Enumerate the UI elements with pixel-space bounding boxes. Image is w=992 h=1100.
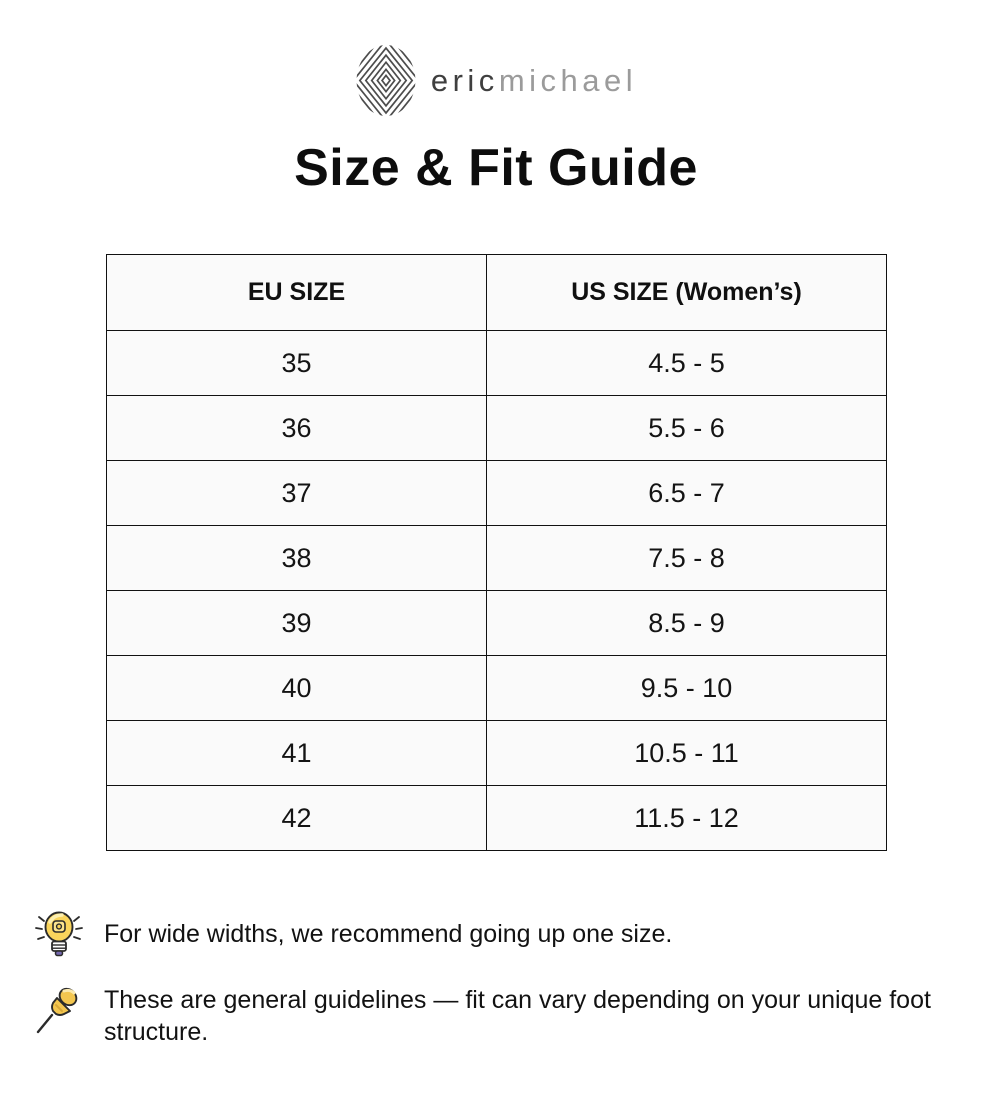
brand-name-first: eric (430, 62, 499, 98)
page-title: Size & Fit Guide (294, 139, 698, 197)
eu-size-cell: 40 (107, 656, 487, 721)
size-conversion-table (106, 254, 887, 851)
brand-logo (0, 0, 992, 116)
eu-size-cell: 42 (107, 786, 487, 851)
eu-size-cell: 37 (107, 461, 487, 526)
table-row (107, 656, 887, 721)
table-row (107, 526, 887, 591)
size-table-container (106, 254, 886, 851)
table-header-row (107, 255, 887, 331)
notes-section (34, 909, 956, 1048)
eu-size-cell: 36 (107, 396, 487, 461)
us-size-cell: 11.5 - 12 (487, 786, 887, 851)
table-row (107, 786, 887, 851)
table-row (107, 331, 887, 396)
us-size-cell: 9.5 - 10 (487, 656, 887, 721)
guidelines-note (34, 985, 956, 1048)
wide-width-note-text: For wide widths, we recommend going up one size. (104, 920, 673, 949)
diamond-logo-icon (355, 44, 417, 117)
eu-size-cell: 35 (107, 331, 487, 396)
eu-size-cell: 38 (107, 526, 487, 591)
lightbulb-icon (34, 909, 84, 961)
table-row (107, 396, 887, 461)
guidelines-note-text: These are general guidelines — fit can vary depending on your unique foot structure. (104, 986, 931, 1046)
table-row (107, 461, 887, 526)
us-size-cell: 10.5 - 11 (487, 721, 887, 786)
brand-name-second: michael (498, 62, 638, 98)
eu-size-header: EU SIZE (107, 255, 487, 331)
us-size-cell: 6.5 - 7 (487, 461, 887, 526)
table-row (107, 721, 887, 786)
table-row (107, 591, 887, 656)
us-size-cell: 7.5 - 8 (487, 526, 887, 591)
us-size-header: US SIZE (Women’s) (487, 255, 887, 331)
us-size-cell: 8.5 - 9 (487, 591, 887, 656)
brand-name (430, 62, 638, 98)
us-size-cell: 4.5 - 5 (487, 331, 887, 396)
pushpin-icon (34, 985, 84, 1037)
us-size-cell: 5.5 - 6 (487, 396, 887, 461)
wide-width-note (34, 909, 956, 961)
eu-size-cell: 39 (107, 591, 487, 656)
eu-size-cell: 41 (107, 721, 487, 786)
